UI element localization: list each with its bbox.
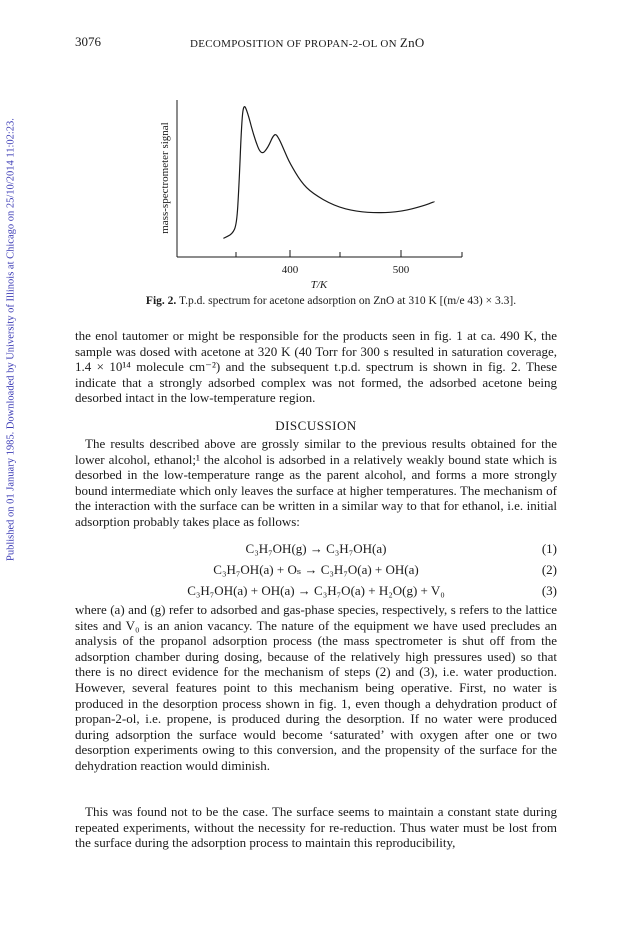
running-head-title: DECOMPOSITION OF PROPAN-2-OL ON <box>190 38 400 50</box>
download-notice: Published on 01 January 1985. Downloaded by University of Illinois at Chicago on 25/10/2014 11:02:23. <box>5 118 17 562</box>
paragraph-acetone: the enol tautomer or might be responsible for the products seen in fig. 1 at ca. 490 K, the sample was dosed with acetone at 320 K (40 Torr for 300 s resulted in saturation coverage, 1.4 × 10¹⁴ molecule cm⁻²) and the subsequent t.p.d. spectrum is shown in fig. 2. These indicate that a strongly adsorbed complex was not formed, the adsorbed acetone being desorbed intact in the low-temperature region. <box>75 328 557 406</box>
equation-1-text: C₃H₇OH(g) → C₃H₇OH(a) <box>245 541 387 556</box>
paragraph-discussion-intro: The results described above are grossly similar to the previous results obtained for the lower alcohol, ethanol;¹ the alcohol is adsorbed in a relatively weakly bound state which is desorbed in the low-temperature range as the parent alcohol, and forms a more strongly bound intermediate which only leaves the surface at higher temperatures. The mechanism of the interaction with the surface can be written in a similar way to that for ethanol, i.e. initial adsorption probably takes place as follows: <box>75 436 557 529</box>
x-axis-label: T/K <box>310 279 328 291</box>
x-tick-label-400: 400 <box>281 264 299 276</box>
equation-1 <box>75 541 557 557</box>
figure-caption-text: T.p.d. spectrum for acetone adsorption on ZnO at 310 K [(m/e 43) × 3.3]. <box>176 295 517 307</box>
page-number: 3076 <box>75 34 101 49</box>
equation-2-number: (2) <box>541 562 557 577</box>
equation-1-number: (1) <box>541 541 557 556</box>
equation-3-text: C₃H₇OH(a) + OH(a) → C₃H₇O(a) + H₂O(g) + V₀ <box>187 583 445 598</box>
tpd-figure <box>0 0 624 320</box>
paragraph-mechanism: where (a) and (g) refer to adsorbed and gas-phase species, respectively, s refers to the lattice sites and V₀ is an anion vacancy. The nature of the equipment we have used precludes an analysis of the propanol adsorption process (the mass spectrometer is shut off from the adsorption chamber during dosing, because of the relatively high pressures used) so that there is no direct evidence for the mechanism of steps (2) and (3), i.e. water production. However, several features point to this mechanism being operative. First, no water is produced in the desorption process shown in fig. 1, even though a dehydration product of propan-2-ol, i.e. propene, is produced during the desorption. If no water were produced during adsorption the surface would become ‘saturated’ with oxygen after one or two desorption experiments owing to this conversion, and the propensity of the surface for the dehydration reaction would diminish. <box>75 602 557 773</box>
equation-2 <box>75 562 557 578</box>
equation-3 <box>75 583 557 599</box>
running-head-compound: ZnO <box>399 35 425 50</box>
paragraph-reproducibility: This was found not to be the case. The surface seems to maintain a constant state during repeated experiments, without the necessity for re-reduction. Thus water must be lost from the surface during the adsorption process to maintain this reproducibility, <box>75 804 557 851</box>
x-tick-label-500: 500 <box>392 264 410 276</box>
equation-3-number: (3) <box>541 583 557 598</box>
figure-caption <box>96 295 566 307</box>
equation-2-text: C₃H₇OH(a) + Oₛ → C₃H₇O(a) + OH(a) <box>213 562 419 577</box>
section-heading-discussion: DISCUSSION <box>275 418 357 433</box>
tpd-curve <box>223 107 434 239</box>
figure-caption-label: Fig. 2. <box>145 295 177 307</box>
y-axis-label: mass-spectrometer signal <box>159 122 171 234</box>
